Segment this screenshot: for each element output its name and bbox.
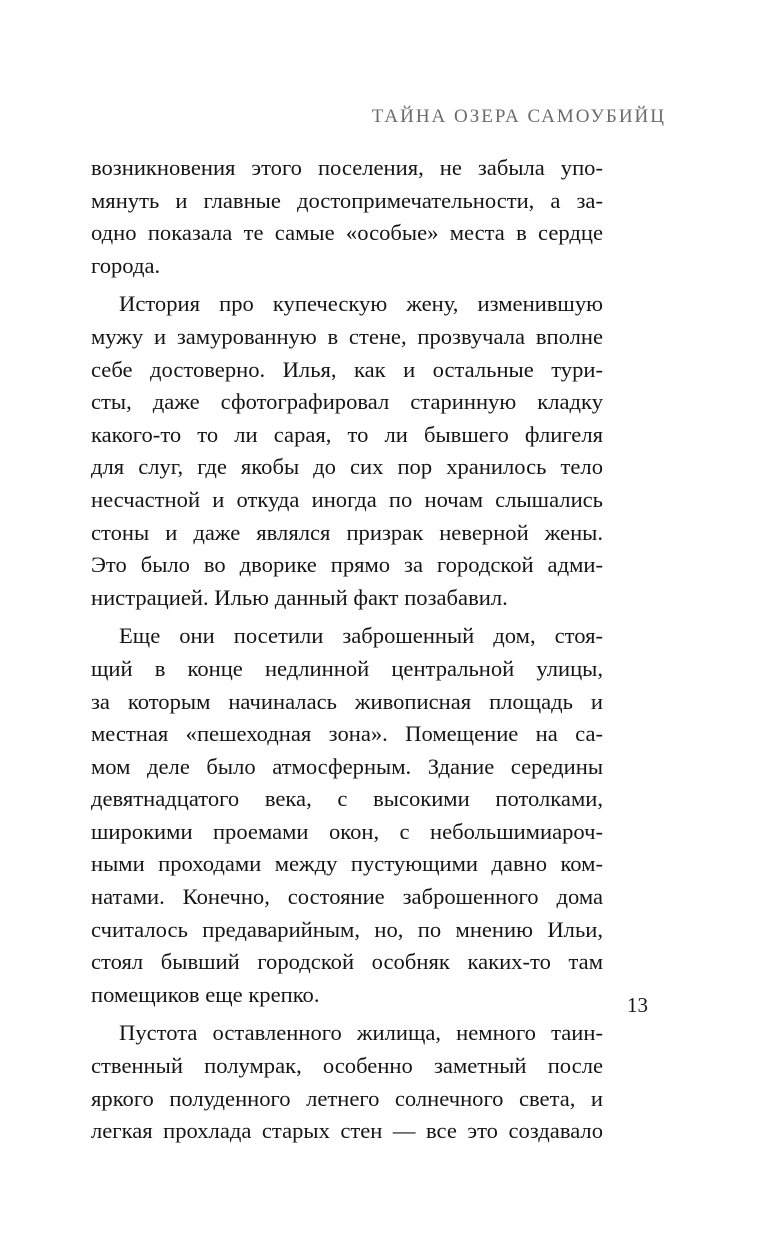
running-title: ТАЙНА ОЗЕРА САМОУБИЙЦ [371,106,666,127]
text-line: Пустота оставленного жилища, немного таин- [119,1020,603,1046]
paragraph [91,288,603,614]
text-line: стоял бывший городской особняк каких-то там [91,949,603,975]
text-line: мом деле было атмосферным. Здание середины [91,753,603,779]
paragraph [91,620,603,1011]
text-line: одно показала те самые «особые» места в сердце [91,220,603,246]
text-line: возникновения этого поселения, не забыла упо- [91,155,603,180]
text-line: легкая прохлада старых стен — все это создавало [91,1118,603,1144]
body-text [91,152,603,1148]
text-line: мянуть и главные достопримечательности, а за- [91,187,603,213]
text-line: Это было во дворике прямо за городской адми- [91,552,603,578]
text-line: местная «пешеходная зона». Помещение на са- [91,721,603,747]
text-line: несчастной и откуда иногда по ночам слышались [91,486,603,512]
paragraph [91,152,603,282]
text-line: сты, даже сфотографировал старинную кладку [91,389,603,415]
text-line: Еще они посетили заброшенный дом, стоя- [119,623,603,649]
text-line: История про купеческую жену, изменившую [119,291,603,317]
text-line: широкими проемами окон, с небольшимиароч- [91,818,603,844]
text-line: нистрацией. Илью данный факт позабавил. [91,584,508,610]
text-line: яркого полуденного летнего солнечного света, и [91,1085,603,1111]
text-line: помещиков еще крепко. [91,981,320,1007]
text-line: за которым начиналась живописная площадь и [91,688,603,714]
text-line: для слуг, где якобы до сих пор хранилось тело [91,454,603,480]
text-line: ственный полумрак, особенно заметный после [91,1053,603,1079]
text-line: города. [91,252,161,278]
text-line: девятнадцатого века, с высокими потолками, [91,786,603,812]
text-line: мужу и замурованную в стене, прозвучала вполне [91,323,603,349]
text-line: какого-то то ли сарая, то ли бывшего флигеля [91,421,603,447]
text-line: себе достоверно. Илья, как и остальные тури- [91,356,603,382]
text-line: натами. Конечно, состояние заброшенного дома [91,884,603,910]
page-number: 13 [627,993,648,1017]
text-line: ными проходами между пустующими давно ком- [91,851,603,877]
text-line: считалось предаварийным, но, по мнению Ильи, [91,916,603,942]
text-line: стоны и даже являлся призрак неверной жены. [91,519,603,545]
paragraph [91,1017,603,1147]
text-line: щий в конце недлинной центральной улицы, [91,655,603,681]
